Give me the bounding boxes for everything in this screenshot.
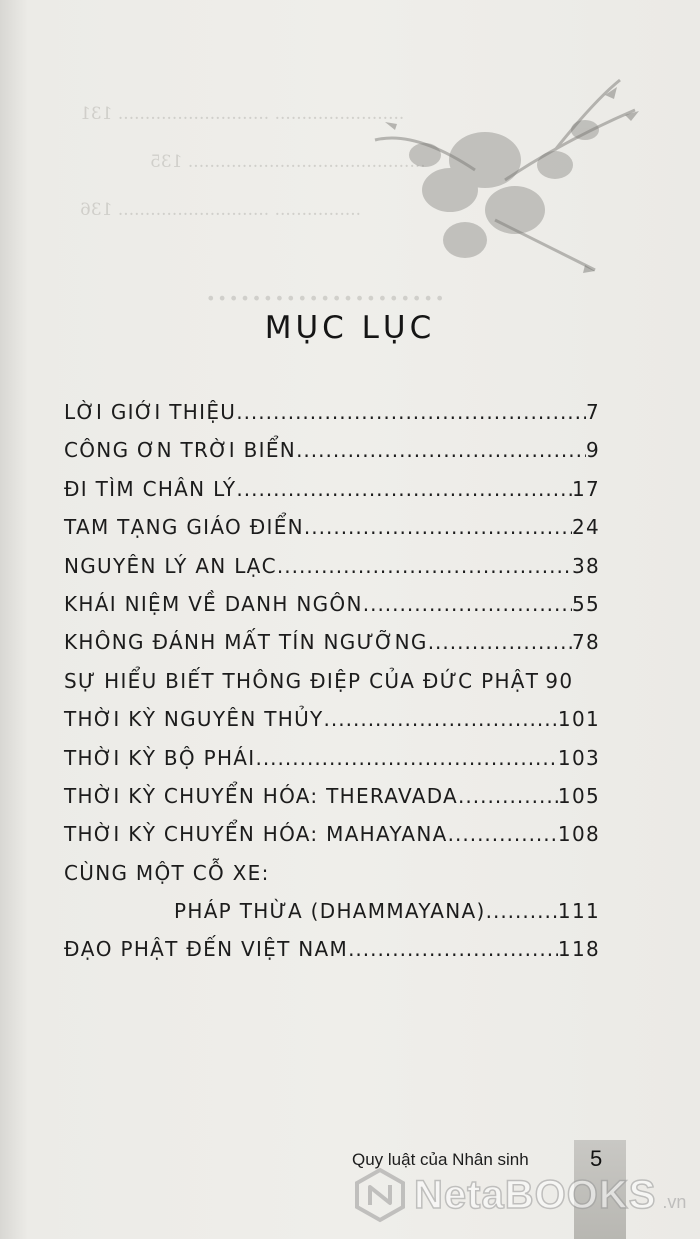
toc-entry[interactable] <box>64 585 600 623</box>
toc-entry-label: PHÁP THỪA (DHAMMAYANA) <box>174 899 486 924</box>
flower-illustration <box>355 70 655 280</box>
toc-entry-page: 118 <box>557 937 600 962</box>
toc-entry[interactable] <box>64 547 600 585</box>
toc-entry-page: 9 <box>585 438 600 463</box>
toc-entry-page: 103 <box>557 745 600 770</box>
toc-dot-leader <box>296 431 586 469</box>
toc-dot-leader <box>348 930 558 968</box>
toc-entry-label: ĐI TÌM CHÂN LÝ <box>64 476 237 501</box>
toc-entry-label: CÔNG ƠN TRỜI BIỂN <box>64 438 297 463</box>
toc-entry-label: THỜI KỲ CHUYỂN HÓA: THERAVADA <box>64 783 459 808</box>
toc-dot-leader <box>363 585 572 623</box>
toc-entry[interactable] <box>64 739 600 777</box>
toc-dot-leader <box>236 393 586 431</box>
toc-entry[interactable] <box>64 777 600 815</box>
toc-section-heading <box>64 854 600 892</box>
toc-entry-page: 101 <box>557 707 600 732</box>
bleed-through-line: ........................ ............................ 131 <box>80 104 405 124</box>
toc-dot-leader <box>486 892 558 930</box>
toc-entry[interactable] <box>64 431 600 469</box>
bleed-through-line: ..................... <box>205 268 446 309</box>
toc-entry-page: 38 <box>571 553 600 578</box>
toc-dot-leader <box>428 623 572 661</box>
page-number: 5 <box>590 1146 603 1171</box>
toc-entry-page: 108 <box>557 822 600 847</box>
toc-entry-label: KHÁI NIỆM VỀ DANH NGÔN <box>64 591 363 616</box>
toc-dot-leader <box>458 777 558 815</box>
toc-entry-page: 24 <box>571 515 600 540</box>
toc-entry-label: THỜI KỲ CHUYỂN HÓA: MAHAYANA <box>64 822 448 847</box>
toc-entry-label: CÙNG MỘT CỖ XE: <box>64 860 270 885</box>
toc-dot-leader <box>277 547 572 585</box>
watermark <box>352 1165 686 1225</box>
toc-dot-leader <box>324 700 558 738</box>
toc-entry[interactable] <box>64 662 600 700</box>
toc-entry-label: LỜI GIỚI THIỆU <box>64 400 237 424</box>
toc-entry[interactable] <box>64 623 600 661</box>
toc-entry-label: NGUYÊN LÝ AN LẠC <box>64 553 277 578</box>
watermark-brand: NetaBOOKS <box>414 1172 657 1217</box>
toc-dot-leader <box>304 508 572 546</box>
toc-entry[interactable] <box>64 815 600 853</box>
toc-entry[interactable] <box>64 470 600 508</box>
watermark-suffix: .vn <box>662 1191 687 1212</box>
toc-title: MỤC LỤC <box>264 310 436 346</box>
toc-entry-page: 55 <box>571 591 600 616</box>
toc-entry-label: THỜI KỲ BỘ PHÁI <box>64 745 256 770</box>
toc-entry-page: 111 <box>557 899 600 924</box>
toc-entry-page: 90 <box>545 668 574 693</box>
toc-dot-leader <box>448 815 558 853</box>
toc-dot-leader <box>255 739 557 777</box>
toc-entry-page: 78 <box>571 630 600 655</box>
toc-entry-label: TAM TẠNG GIÁO ĐIỂN <box>64 515 304 540</box>
toc-dot-leader <box>236 470 572 508</box>
bleed-through-line: ................ ............................ 136 <box>80 200 362 220</box>
toc-entry-page: 17 <box>571 476 600 501</box>
toc-entry-label: ĐẠO PHẬT ĐẾN VIỆT NAM <box>64 937 349 962</box>
table-of-contents <box>64 393 600 969</box>
toc-entry[interactable] <box>64 700 600 738</box>
toc-entry[interactable] <box>64 892 600 930</box>
toc-entry-page: 7 <box>585 400 600 424</box>
toc-entry-page: 105 <box>557 783 600 808</box>
toc-entry-label: THỜI KỲ NGUYÊN THỦY <box>64 707 324 732</box>
toc-entry[interactable] <box>64 393 600 431</box>
running-footer-title: Quy luật của Nhân sinh <box>352 1150 529 1169</box>
toc-entry-label: KHÔNG ĐÁNH MẤT TÍN NGƯỠNG <box>64 630 428 655</box>
toc-entry[interactable] <box>64 508 600 546</box>
toc-entry-label: SỰ HIỂU BIẾT THÔNG ĐIỆP CỦA ĐỨC PHẬT <box>64 668 540 693</box>
toc-entry[interactable] <box>64 930 600 968</box>
bleed-through-line: ............................................ 135 <box>150 152 426 172</box>
netabooks-logo-icon <box>352 1167 408 1223</box>
